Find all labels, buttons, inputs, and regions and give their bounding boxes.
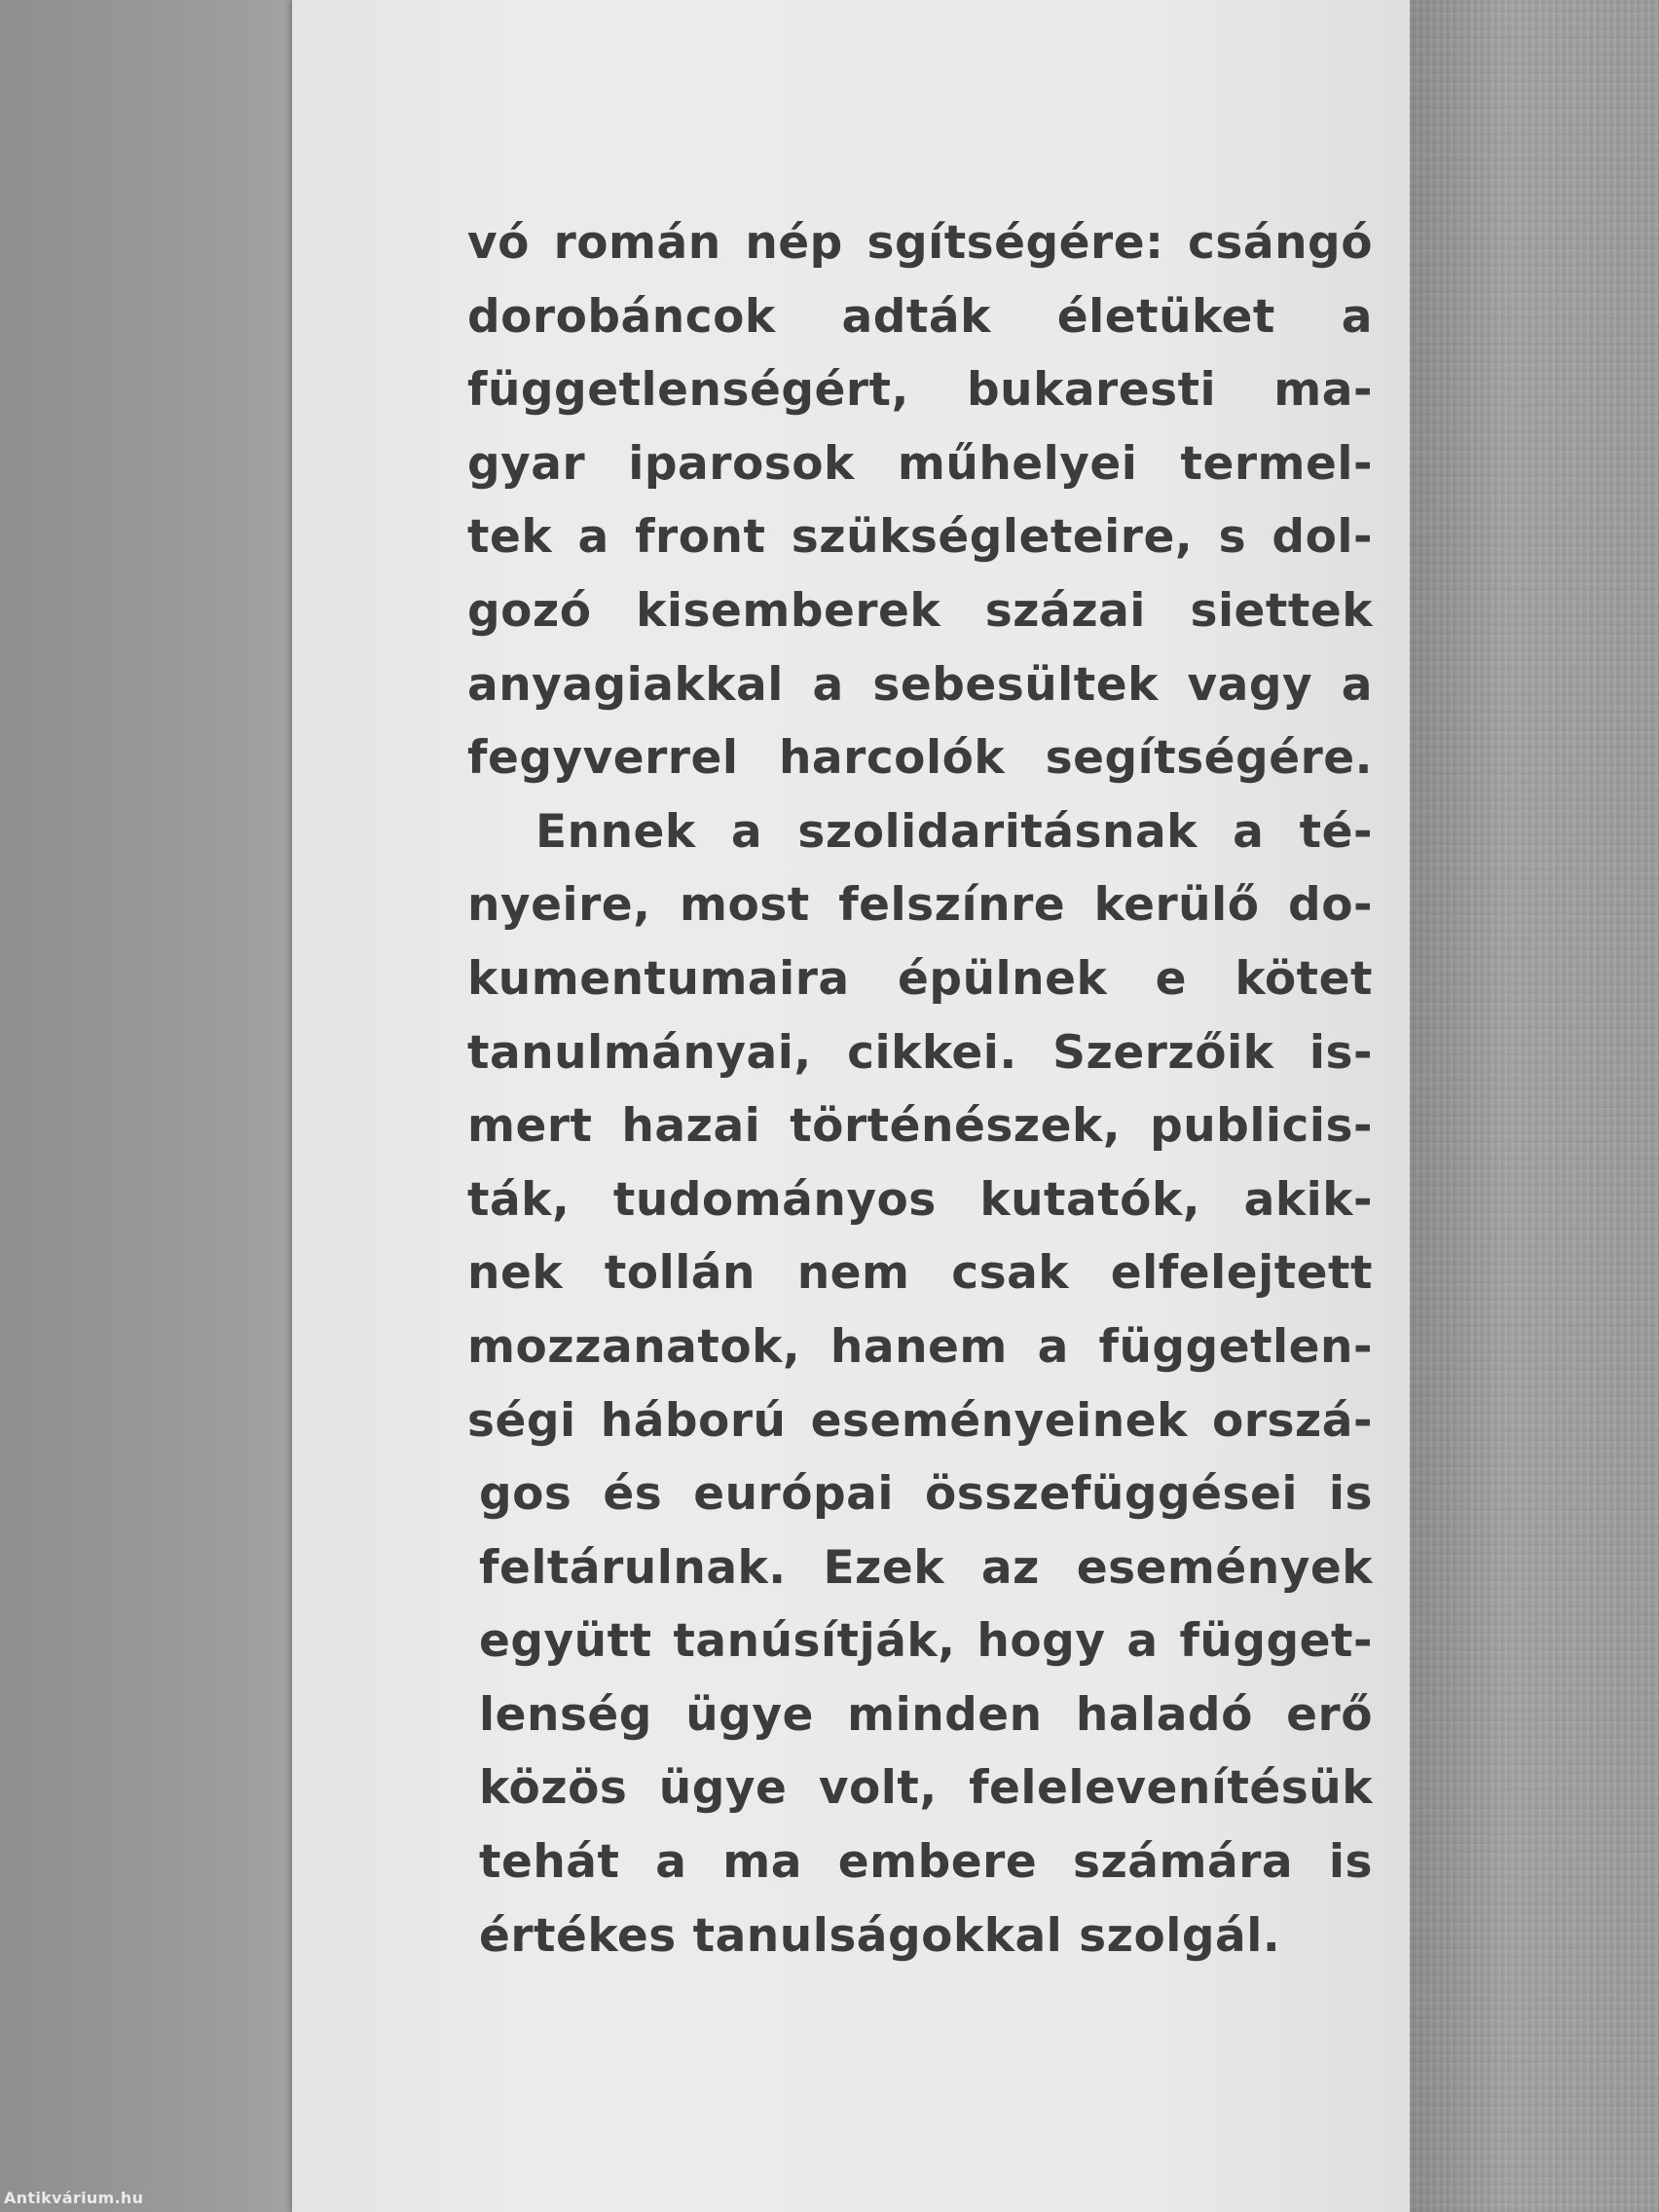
text-line: ségi háború eseményeinek orszá-: [467, 1393, 1373, 1448]
left-background-surface: [0, 0, 292, 2212]
text-line: együtt tanúsítják, hogy a függet-: [479, 1614, 1373, 1669]
text-line: fegyverrel harcolók segítségére.: [467, 731, 1373, 786]
text-line: mozzanatok, hanem a független-: [467, 1319, 1373, 1374]
text-line: nyeire, most felszínre kerülő do-: [467, 878, 1373, 933]
text-line: vó román nép sgítségére: csángó: [467, 216, 1373, 270]
text-line: közös ügye volt, felelevenítésük: [479, 1761, 1373, 1816]
text-line: tehát a ma embere számára is: [479, 1835, 1373, 1890]
text-line: anyagiakkal a sebesültek vagy a: [467, 657, 1373, 712]
text-line: tanulmányai, cikkei. Szerzőik is-: [467, 1025, 1373, 1080]
text-line: gos és európai összefüggései is: [479, 1467, 1373, 1522]
text-line: kumentumaira épülnek e kötet: [467, 951, 1373, 1006]
watermark-label: Antikvárium.hu: [4, 2189, 144, 2207]
text-line: értékes tanulságokkal szolgál.: [479, 1908, 1281, 1963]
text-line: ták, tudományos kutatók, akik-: [467, 1172, 1373, 1227]
text-line: lenség ügye minden haladó erő: [479, 1687, 1373, 1742]
text-line: feltárulnak. Ezek az események: [479, 1540, 1373, 1595]
text-line: gozó kisemberek százai siettek: [467, 583, 1373, 638]
text-line: mert hazai történészek, publicis-: [467, 1099, 1373, 1154]
text-line: nek tollán nem csak elfelejtett: [467, 1246, 1373, 1301]
right-background-surface: [1410, 0, 1659, 2212]
paragraph-first-line: Ennek a szolidaritásnak a té-: [535, 804, 1373, 859]
text-line: tek a front szükségleteire, s dol-: [467, 510, 1373, 565]
text-line: függetlenségért, bukaresti ma-: [467, 363, 1373, 418]
text-line: gyar iparosok műhelyei termel-: [467, 436, 1373, 491]
body-text: [467, 206, 1373, 1972]
text-line: dorobáncok adták életüket a: [467, 289, 1373, 344]
